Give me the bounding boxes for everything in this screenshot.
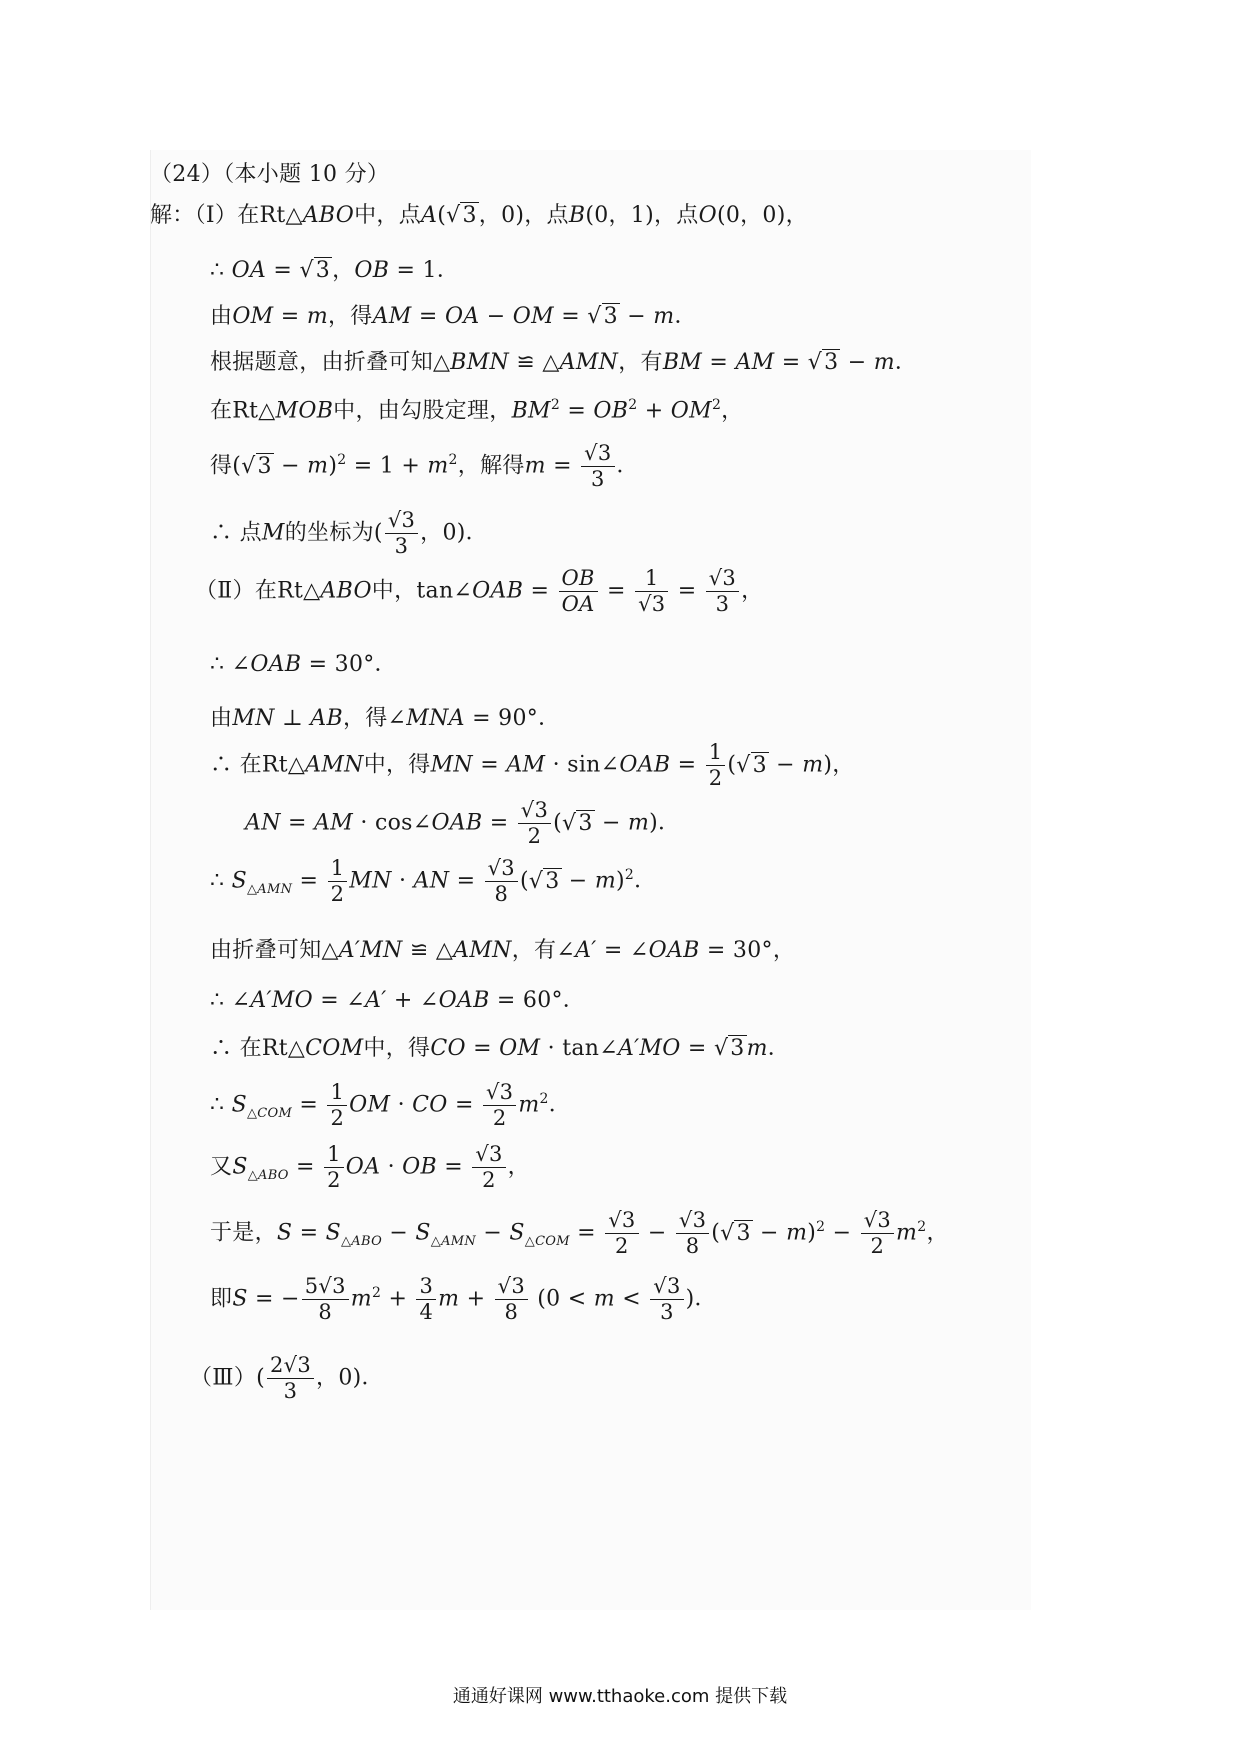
part2-line-13: 即S = − $\frac{5√3}{8}$ $m^2$ + $\frac{3}{4}$ m + $\frac{√3}{8}$ (0 < m < $\frac{√3}{3}$ )． <box>210 1274 717 1324</box>
part2-line-1: （Ⅱ）在Rt△ABO中，tan∠OAB = $\frac{OB}{OA}$ = $\frac{1}{√3}$ = $\frac{√3}{3}$ ， <box>195 566 764 616</box>
problem-header: （24）（本小题 10 分） <box>150 162 390 187</box>
part1-line-7: ∴ 点M的坐标为( $\frac{√3}{3}$ ，0)． <box>210 508 488 558</box>
part1-line-4: 根据题意，由折叠可知△BMN ≌ △AMN，有BM = AM = √3 − m． <box>210 350 918 375</box>
part2-line-10: ∴ $S_{\triangle COM}$ = $\frac{1}{2}$ OM · CO = $\frac{√3}{2}$ $m^2$． <box>210 1080 572 1130</box>
part2-line-7: 由折叠可知△A′MN ≌ △AMN，有∠A′ = ∠OAB = 30°， <box>210 938 796 963</box>
part1-line-1: 解：（Ⅰ）在Rt△ABO中，点A(√3，0)，点B(0，1)，点O(0，0)， <box>150 203 808 228</box>
part3-line-1: （Ⅲ）( $\frac{2√3}{3}$ ，0)． <box>190 1353 384 1403</box>
part1-line-6: 得$(√3 - m)^2 = 1 + m^2$，解得m = $\frac{√3}{3}$ ． <box>210 441 639 491</box>
part2-line-5: AN = AM · cos∠OAB = $\frac{√3}{2}$ (√3 − m)． <box>245 798 681 848</box>
download-footer: 通通好课网 www.tthaoke.com 提供下载 <box>452 1686 788 1707</box>
part2-line-9: ∴ 在Rt△COM中，得CO = OM · tan∠A′MO = √3m． <box>210 1036 791 1061</box>
part2-line-11: 又$S_{\triangle ABO}$ = $\frac{1}{2}$ OA · OB = $\frac{√3}{2}$ ， <box>210 1142 530 1192</box>
part2-line-8: ∴ ∠A′MO = ∠A′ + ∠OAB = 60°． <box>210 988 586 1013</box>
part2-line-12: 于是，$S = S_{\triangle ABO} - S_{\triangle AMN} - S_{\triangle COM}$ = $\frac{√3}{2}$ − $\frac{√3}{8}$ $(√3 - m)^2$ − $\frac{√3}{2}$ $m^2$， <box>210 1208 949 1258</box>
part2-line-4: ∴ 在Rt△AMN中，得MN = AM · sin∠OAB = $\frac{1}{2}$ (√3 − m)， <box>210 740 855 790</box>
part1-line-5: 在Rt△MOB中，由勾股定理，$BM^2 = OB^2 + OM^2$， <box>210 397 744 424</box>
part1-line-3: 由OM = m，得AM = OA − OM = √3 − m． <box>210 304 697 329</box>
part1-line-2: ∴ OA = √3，OB = 1． <box>210 258 460 283</box>
part2-line-3: 由MN ⊥ AB，得∠MNA = 90°． <box>210 706 561 731</box>
part2-line-2: ∴ ∠OAB = 30°． <box>210 652 397 677</box>
part2-line-6: ∴ $S_{\triangle AMN}$ = $\frac{1}{2}$ MN · AN = $\frac{√3}{8}$ $(√3 - m)^2$． <box>210 856 657 906</box>
